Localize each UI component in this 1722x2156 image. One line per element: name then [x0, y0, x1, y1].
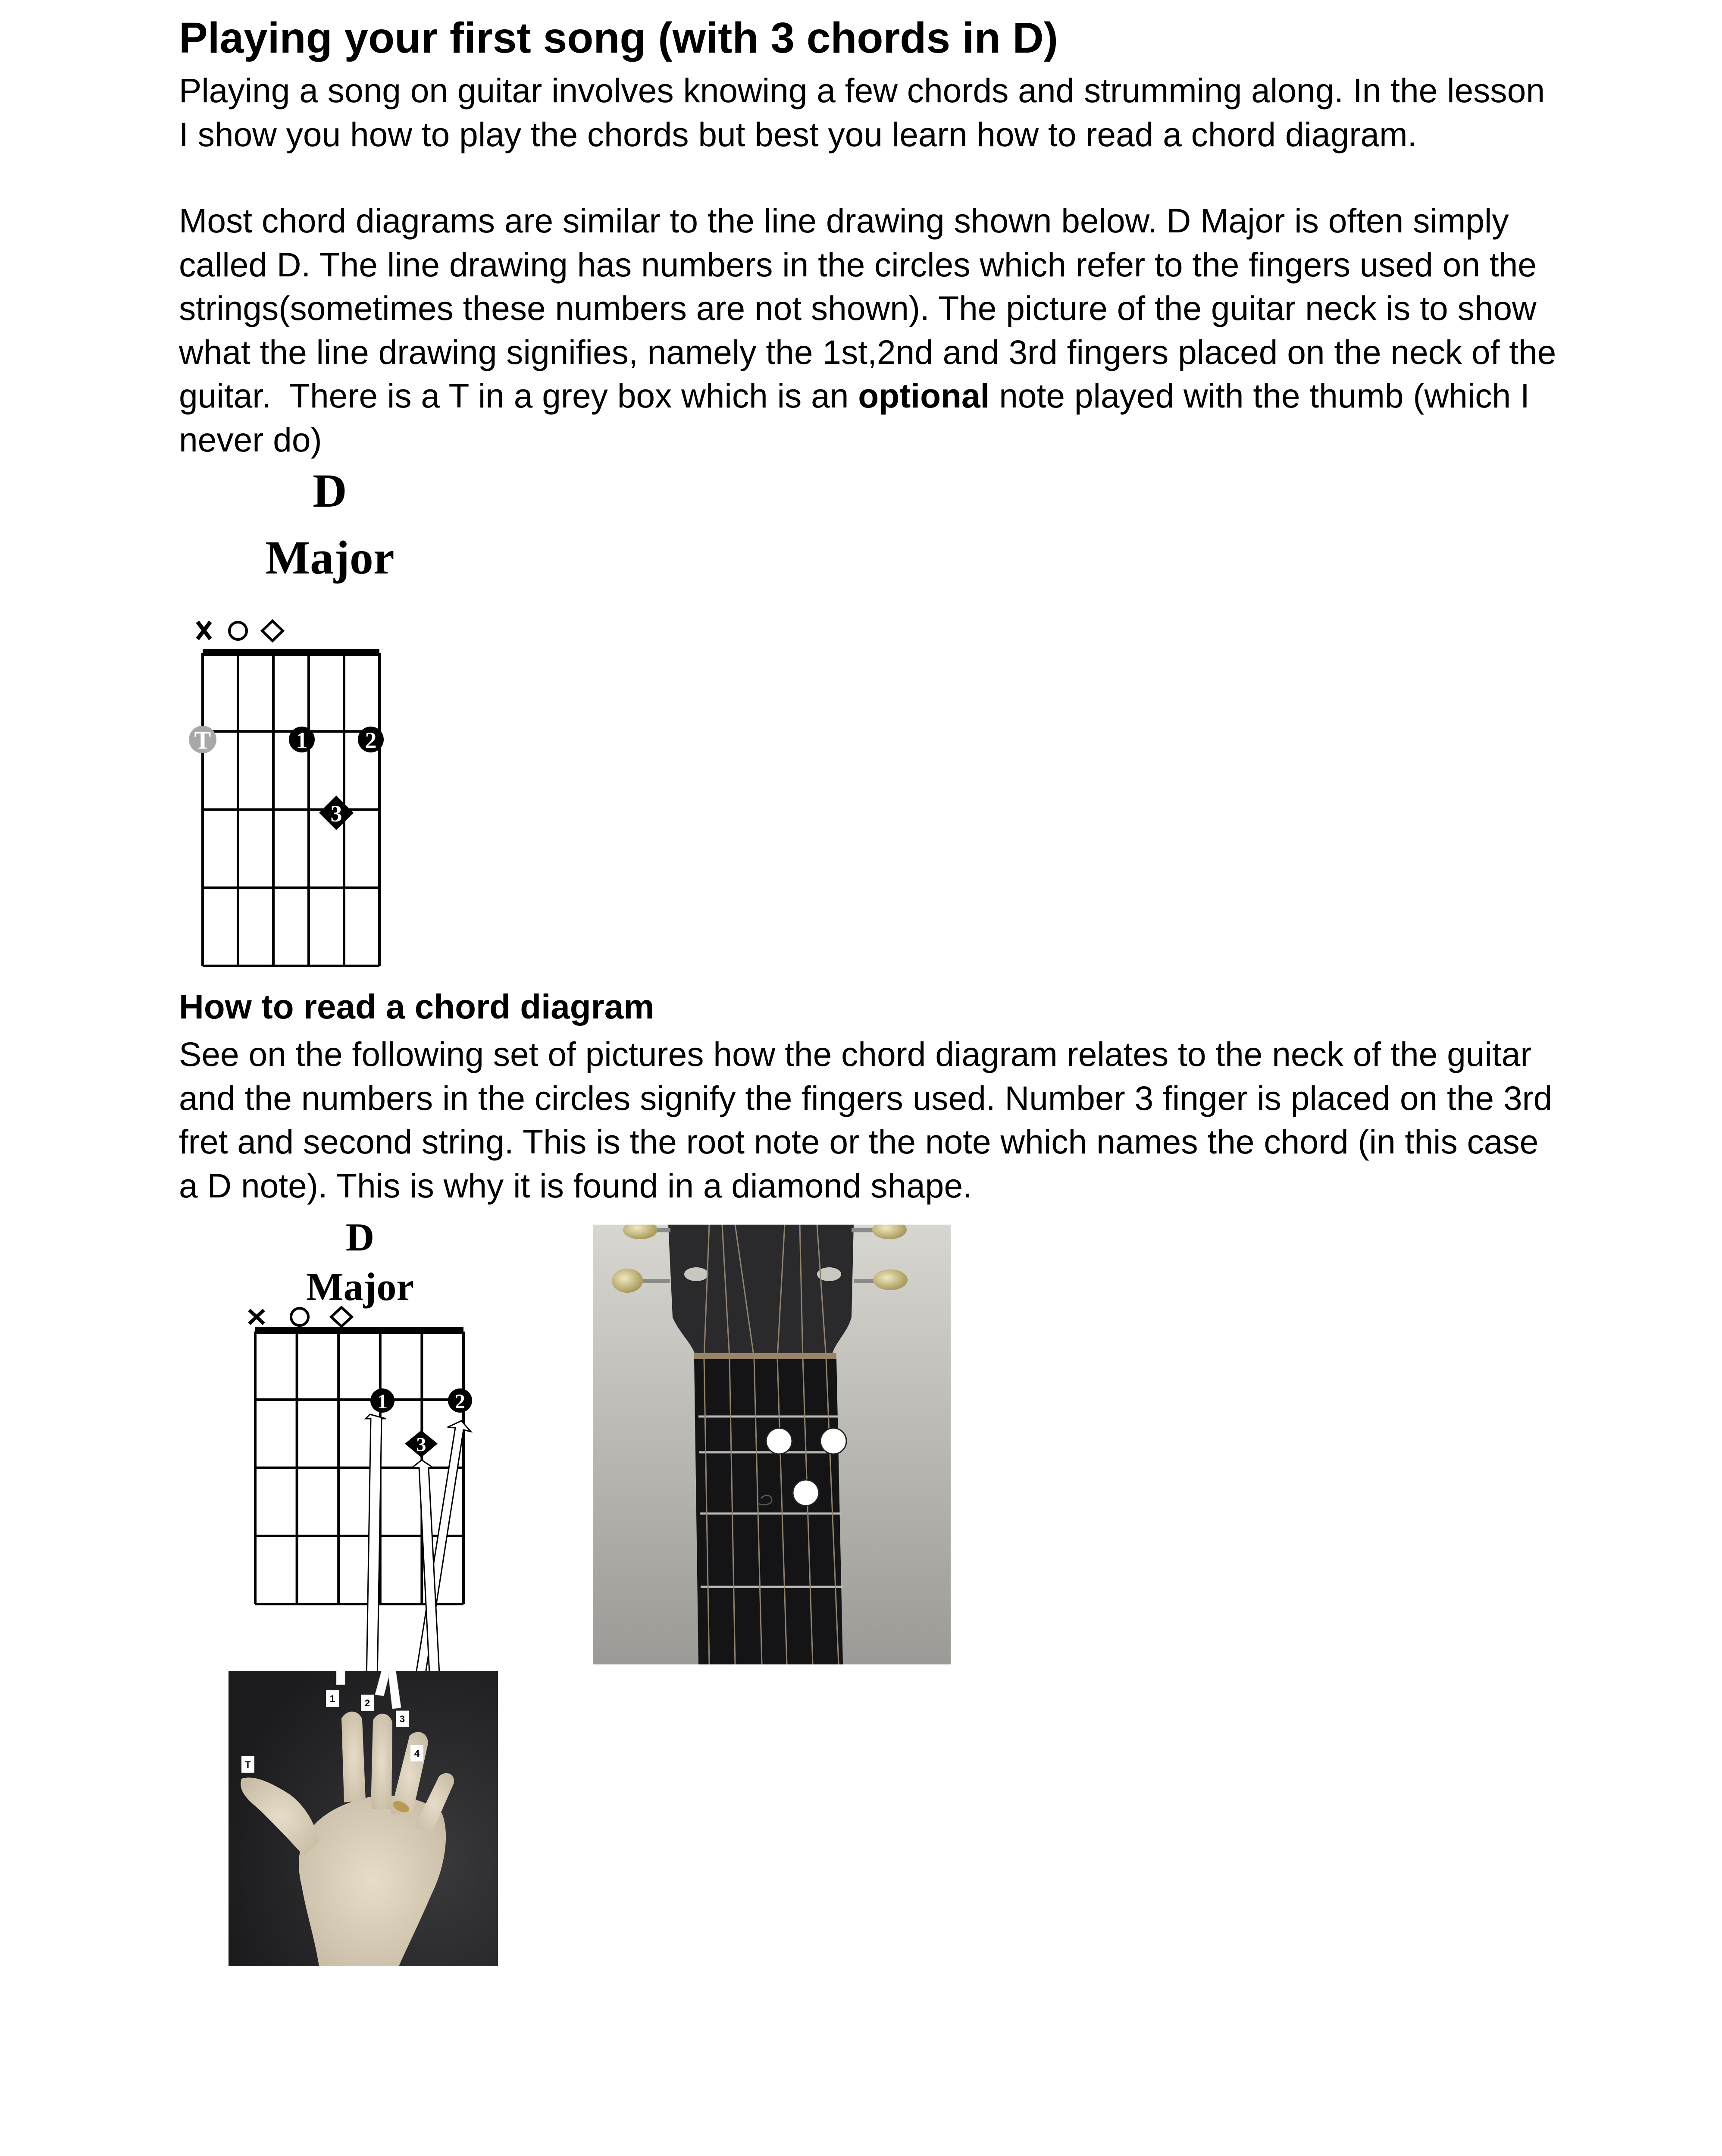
- finger-2-marker: [448, 1388, 472, 1413]
- label-finger-1-text: 1: [329, 1693, 335, 1704]
- explanation-text: note played with the thumb (which I: [989, 377, 1530, 415]
- finger-3-root-marker: [319, 796, 354, 830]
- finger-3-root-marker: [405, 1430, 438, 1457]
- explanation-line: [179, 374, 1556, 418]
- finger-1-label: 1: [296, 727, 308, 753]
- explanation-line: called D. The line drawing has numbers in the circles which refer to the fingers used on the: [179, 245, 1537, 284]
- label-thumb: [241, 1756, 254, 1773]
- section2-line: and the numbers in the circles signify the fingers used. Number 3 finger is placed on the 3rd: [179, 1079, 1553, 1117]
- arrow-finger-1: [366, 1414, 386, 1682]
- section2-line: a D note). This is why it is found in a diamond shape.: [179, 1166, 972, 1205]
- open-string-icon: [229, 622, 247, 639]
- explanation-paragraph: [179, 199, 1556, 462]
- section-heading: How to read a chord diagram: [179, 987, 654, 1026]
- label-thumb-text: T: [245, 1759, 251, 1770]
- open-root-string-icon: [262, 621, 283, 641]
- finger-1-marker: [370, 1388, 394, 1413]
- chord-name-bottom: Major: [306, 1265, 414, 1309]
- intro-paragraph: [179, 69, 1545, 157]
- open-string-icon: [291, 1308, 308, 1326]
- finger-3-label: 3: [416, 1433, 426, 1455]
- fretboard-grid: [203, 653, 379, 966]
- muted-string-icon: [249, 1310, 264, 1324]
- explanation-line: strings(sometimes these numbers are not shown). The picture of the guitar neck is to show: [179, 289, 1537, 327]
- chord-diagram-d-major: [172, 466, 483, 975]
- chord-diagram-d-major-annotated: [216, 1216, 517, 1682]
- label-finger-2: [361, 1695, 374, 1711]
- finger-1-dot: [766, 1428, 792, 1454]
- finger-2-label: 2: [455, 1390, 465, 1413]
- open-root-string-icon: [331, 1307, 352, 1326]
- nut: [255, 1327, 463, 1334]
- section2-paragraph: [179, 1033, 1552, 1208]
- label-finger-2-text: 2: [364, 1698, 370, 1708]
- intro-line: Playing a song on guitar involves knowing a few chords and strumming along. In the lesson: [179, 72, 1545, 110]
- guitar-nut: [694, 1353, 836, 1359]
- explanation-line: never do): [179, 420, 322, 459]
- muted-string-icon: [197, 622, 210, 639]
- nut: [203, 649, 379, 656]
- chord-name-bottom: Major: [265, 531, 394, 584]
- label-finger-4: [410, 1745, 423, 1761]
- chord-name-top: D: [313, 466, 347, 517]
- fretboard: [694, 1358, 843, 1664]
- page-title: Playing your first song (with 3 chords in D): [179, 14, 1058, 62]
- finger-1-label: 1: [377, 1390, 388, 1413]
- finger-3-label: 3: [330, 801, 342, 827]
- thumb-marker: [189, 726, 216, 754]
- finger-3-dot: [793, 1480, 819, 1506]
- explanation-text: guitar. There is a T in a grey box which is an: [179, 377, 858, 415]
- explanation-line: what the line drawing signifies, namely the 1st,2nd and 3rd fingers placed on the neck of the: [179, 333, 1556, 371]
- finger-2-dot: [820, 1428, 846, 1454]
- thumb-label: T: [194, 726, 211, 754]
- label-finger-1: [326, 1690, 339, 1707]
- hand-photo: [229, 1671, 498, 1966]
- guitar-neck-photo: [593, 1225, 951, 1664]
- finger-2-label: 2: [365, 727, 377, 753]
- section2-line: See on the following set of pictures how the chord diagram relates to the neck of the guitar: [179, 1035, 1532, 1073]
- section2-line: fret and second string. This is the root note or the note which names the chord (in this case: [179, 1123, 1539, 1161]
- chord-name-top: D: [345, 1216, 375, 1259]
- label-finger-3: [396, 1711, 409, 1727]
- optional-emphasis: optional: [858, 377, 990, 415]
- label-finger-3-text: 3: [399, 1714, 405, 1724]
- explanation-line: Most chord diagrams are similar to the line drawing shown below. D Major is often simply: [179, 202, 1509, 240]
- finger-1-marker: [289, 727, 315, 753]
- label-finger-4-text: 4: [414, 1748, 420, 1759]
- intro-line: I show you how to play the chords but best you learn how to read a chord diagram.: [179, 115, 1417, 154]
- headstock: [668, 1225, 854, 1354]
